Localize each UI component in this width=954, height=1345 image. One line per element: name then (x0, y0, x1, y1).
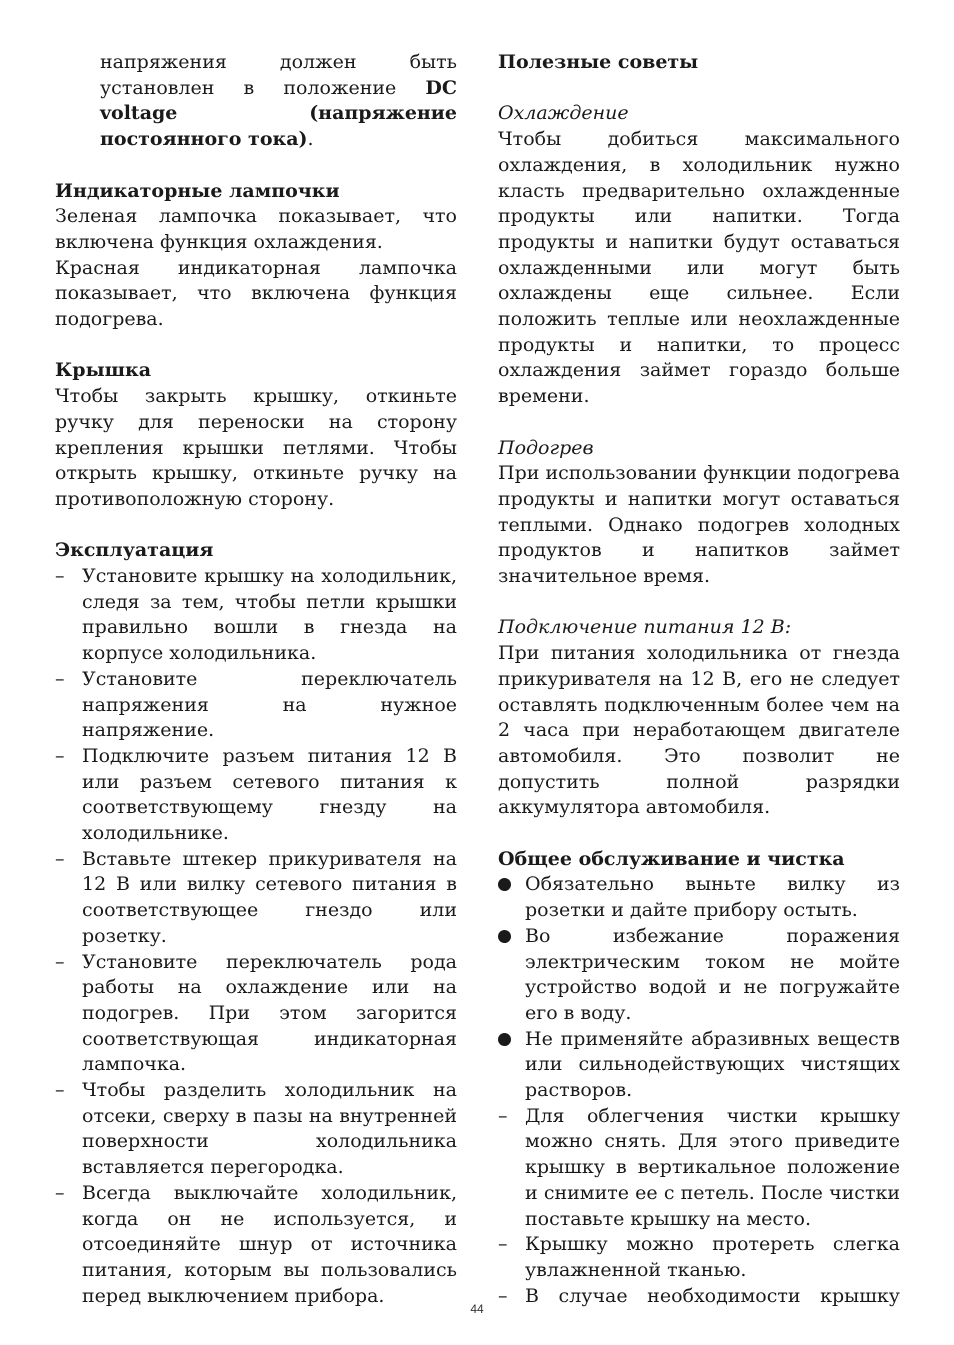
list-item: – Всегда выключайте холодильник, когда он не используется, и отсоединяйте шнур от источника питания, которым вы пользовались перед выключением прибора. (55, 1181, 457, 1307)
maintenance-heading: Общее обслуживание и чистка (498, 847, 845, 870)
left-column (55, 50, 457, 1309)
lid-text: Чтобы закрыть крышку, откиньте ручку для переноски на сторону крепления крышки петлями. Чтобы открыть крышку, откиньте ручку на противоположную сторону. (55, 385, 457, 510)
lid-heading: Крышка (55, 359, 152, 382)
list-item: Обязательно выньте вилку из розетки и дайте прибору остыть. (498, 872, 900, 923)
list-item: – Чтобы разделить холодильник на отсеки, сверху в пазы на внутренней поверхности холодильника вставляется перегородка. (55, 1079, 457, 1179)
power-text: При питания холодильника от гнезда прикуривателя на 12 В, его не следует оставлять подключенным более чем на 2 часа при неработающем двигателе автомобиля. Это позволит не допустить полной разрядки аккумулятора автомобиля. (498, 642, 900, 819)
bullet-dot-icon (498, 1027, 518, 1054)
power-subheading: Подключение питания 12 В: (498, 616, 792, 639)
maintenance-list (498, 872, 900, 1309)
list-item: – Установите крышку на холодильник, следя за тем, чтобы петли крышки правильно вошли в гнезда на корпусе холодильника. (55, 565, 457, 665)
list-item: – Установите переключатель напряжения на нужное напряжение. (55, 667, 457, 742)
cooling-text: Чтобы добиться максимального охлаждения, в холодильник нужно класть предварительно охлажденные продукты или напитки. Тогда продукты и напитки будут оставаться охлажденными или могут быть охлаждены еще сильнее. Если положить теплые или неохлажденные продукты и напитки, то процесс охлаждения займет гораздо больше времени. (498, 128, 900, 408)
heating-text: При использовании функции подогрева продукты и напитки могут оставаться теплыми. Однако подогрев холодных продуктов и напитков займет значительное время. (498, 462, 900, 588)
list-item: – Установите переключатель рода работы на охлаждение или на подогрев. При этом загорится соответствующая индикаторная лампочка. (55, 950, 457, 1076)
indicators-green-text: Зеленая лампочка показывает, что включена функция охлаждения. (55, 205, 457, 253)
list-item: – Подключите разъем питания 12 В или разъем сетевого питания к соответствующему гнезду на холодильнике. (55, 744, 457, 845)
operation-list (55, 564, 457, 1309)
list-item: Не применяйте абразивных веществ или сильнодействующих чистящих растворов. (498, 1027, 900, 1104)
intro-bold: DC voltage (напряжение постоянного тока) (100, 76, 457, 151)
intro-end: . (307, 128, 314, 151)
tips-heading: Полезные советы (498, 51, 699, 73)
list-item: – Для облегчения чистки крышку можно снять. Для этого приведите крышку в вертикальное положение и снимите ее с петель. После чистки поставьте крышку на место. (498, 1104, 900, 1230)
list-item: Во избежание поражения электрическим током не мойте устройство водой и не погружайте его в воду. (498, 924, 900, 1027)
bullet-dot-icon (498, 924, 518, 951)
indicators-heading: Индикаторные лампочки (55, 179, 340, 202)
heating-subheading: Подогрев (498, 436, 594, 459)
bullet-dot-icon (498, 872, 518, 899)
page-number: 44 (470, 1302, 484, 1316)
intro-paragraph (55, 50, 457, 153)
operation-heading: Эксплуатация (55, 539, 214, 562)
intro-text: напряжения должен быть установлен в положение (100, 51, 457, 99)
list-item: – Крышку можно протереть слегка увлажненной тканью. (498, 1233, 900, 1281)
indicators-red-text: Красная индикаторная лампочка показывает, что включена функция подогрева. (55, 256, 457, 331)
list-item: – Вставьте штекер прикуривателя на 12 В или вилку сетевого питания в соответствующее гнездо или розетку. (55, 847, 457, 947)
cooling-subheading: Охлаждение (498, 102, 629, 125)
list-item: – В случае необходимости крышку (498, 1284, 900, 1307)
right-column (498, 50, 900, 1309)
